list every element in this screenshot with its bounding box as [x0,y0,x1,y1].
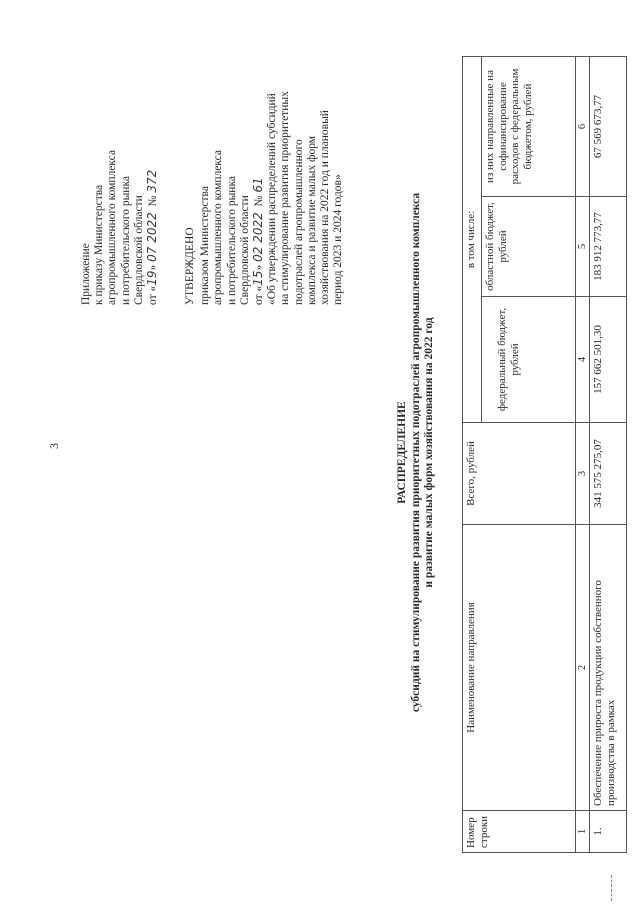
appendix-line: и потребительского рынка [119,176,132,305]
approved-subject-line: хозяйствования на 2022 год и плановый [319,110,332,305]
header-row [463,56,482,852]
column-number: 4 [576,297,590,423]
approved-line: агропромышленного комплекса [212,149,225,305]
date-mid: » [147,264,160,271]
approved-line: и потребительского рынка [225,176,238,305]
approved-block [184,91,345,305]
heading-line: и развитие малых форм хозяйствования на 2022 год [423,317,435,588]
scan-edge-mark [611,875,612,901]
column-number: 3 [576,423,590,525]
approved-subject-line: «Об утверждении распределений субсидий [266,93,279,305]
approved-line: Свердловской области [238,195,251,305]
handwritten-month: 02 2022 [251,212,266,262]
row-name: Обеспечение прироста продукции собственного производства в рамках [590,525,627,811]
table-row [590,56,627,852]
approved-line: приказом Министерства [199,186,212,305]
approved-title: УТВЕРЖДЕНО [184,227,196,305]
number-label: № [253,195,266,207]
handwritten-day: 15 [251,270,266,286]
header-cofinancing: из них направленные на софинансирование расходов с федеральным бюджетом, рублей [482,56,576,196]
heading-title: РАСПРЕДЕЛЕНИЕ [396,401,408,504]
column-number: 5 [576,197,590,297]
date-prefix: от « [147,285,160,305]
column-number: 6 [576,56,590,196]
row-number: 1. [590,811,627,853]
header-federal: федеральный бюджет, рублей [482,297,576,423]
row-total: 341 575 275,07 [590,423,627,525]
header-regional: областной бюджет, рублей [482,197,576,297]
appendix-line: к приказу Министерства [93,184,106,305]
appendix-block [80,150,160,305]
appendix-date-line [146,150,160,305]
header-including: в том числе: [463,56,482,422]
distribution-table [462,56,627,853]
header-direction: Наименование направления [463,525,576,811]
approved-subject-line: на стимулирование развития приоритетных [279,91,292,305]
header-total: Всего, рублей [463,423,576,525]
number-label: № [147,195,160,207]
header-row-number: Номер строки [463,811,576,853]
row-cofinancing: 67 569 673,77 [590,56,627,196]
approved-date-line [252,91,266,305]
appendix-line: агропромышленного комплекса [106,149,119,305]
handwritten-month: 07 2022 [145,212,160,262]
date-mid: » [253,264,266,271]
approved-subject-line: подотраслей агропромышленного [292,139,305,305]
handwritten-day: 19 [145,270,160,286]
column-number: 2 [576,525,590,811]
page-number: 3 [47,443,61,449]
appendix-line: Приложение [80,243,92,305]
approved-subject-line: период 2023 и 2024 годов» [332,174,345,305]
row-regional: 183 912 773,77 [590,197,627,297]
column-number-row [576,56,590,852]
document-heading [396,0,437,905]
date-prefix: от « [253,285,266,305]
appendix-line: Свердловской области [132,195,145,305]
heading-line: субсидий на стимулирование развития приоритетных подотраслей агропромышленного комплекса [409,192,422,713]
row-federal: 157 662 501,30 [590,297,627,423]
approved-subject-line: комплекса и развитие малых форм [305,135,318,305]
column-number: 1 [576,811,590,853]
handwritten-number: 61 [251,177,266,193]
handwritten-number: 372 [145,169,160,193]
